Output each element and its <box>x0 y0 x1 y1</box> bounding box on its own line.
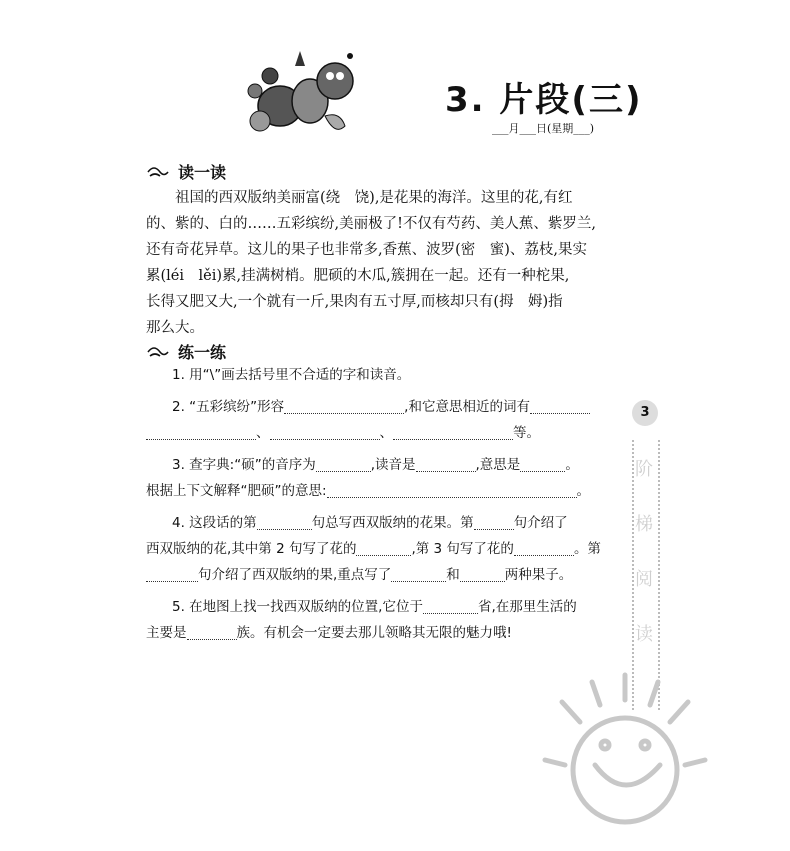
paragraph-line: 那么大。 <box>146 320 204 336</box>
answer-blank[interactable] <box>146 565 198 582</box>
question-2-line-2: 、 、 等。 <box>146 420 621 446</box>
read-section-heading <box>146 160 226 183</box>
page-number: 3 <box>632 400 658 426</box>
smiley-sun-icon <box>540 660 710 840</box>
sidebar-char: 梯 <box>635 514 653 535</box>
question-3-line-2: 根据上下文解释“肥硕”的意思: 。 <box>146 483 591 499</box>
question-2-line-1: 2. “五彩缤纷”形容 ,和它意思相近的词有 <box>146 394 621 420</box>
answer-blank[interactable] <box>460 565 505 582</box>
paragraph-line: 还有奇花异草。这儿的果子也非常多,香蕉、波罗(密 蜜)、荔枝,果实 <box>146 242 588 258</box>
exercise-list <box>146 362 621 646</box>
sidebar-char: 读 <box>635 624 653 645</box>
answer-blank[interactable] <box>391 565 446 582</box>
answer-blank[interactable] <box>146 423 256 440</box>
paragraph-line: 累(léi lěi)累,挂满树梢。肥硕的木瓜,簇拥在一起。还有一种柁果, <box>146 268 570 284</box>
read-heading-text: 读一读 <box>178 163 227 182</box>
answer-blank[interactable] <box>284 397 404 414</box>
question-1: 1. 用“\”画去括号里不合适的字和读音。 <box>172 367 411 383</box>
question-3-line-1: 3. 查字典:“硕”的音序为 ,读音是 ,意思是 。 <box>172 457 579 473</box>
answer-blank[interactable] <box>327 481 577 498</box>
sidebar-char: 阅 <box>635 569 653 590</box>
paragraph-line: 长得又肥又大,一个就有一斤,果肉有五寸厚,而核却只有(拇 姆)指 <box>146 294 563 310</box>
answer-blank[interactable] <box>520 455 565 472</box>
swirl-icon <box>146 344 172 360</box>
answer-blank[interactable] <box>187 623 237 640</box>
question-5-line-1: 5. 在地图上找一找西双版纳的位置,它位于 省,在那里生活的 <box>172 599 577 615</box>
paragraph-line: 的、紫的、白的……五彩缤纷,美丽极了!不仅有芍药、美人蕉、紫罗兰, <box>146 216 597 232</box>
sidebar-char: 阶 <box>635 459 653 480</box>
answer-blank[interactable] <box>514 539 574 556</box>
fruit-illustration <box>240 46 360 141</box>
answer-blank[interactable] <box>416 455 476 472</box>
answer-blank[interactable] <box>393 423 513 440</box>
question-4-line-2: 西双版纳的花,其中第 2 句写了花的 ,第 3 句写了花的 。第 <box>146 541 601 557</box>
swirl-icon <box>146 164 172 180</box>
answer-blank[interactable] <box>356 539 411 556</box>
answer-blank[interactable] <box>316 455 371 472</box>
answer-blank[interactable] <box>474 513 514 530</box>
date-line: ___月___日(星期___) <box>492 122 595 135</box>
practice-section-heading <box>146 340 226 363</box>
question-4-line-3: 句介绍了西双版纳的果,重点写了 和 两种果子。 <box>146 562 621 588</box>
answer-blank[interactable] <box>530 397 590 414</box>
paragraph-line: 祖国的西双版纳美丽富(绕 饶),是花果的海洋。这里的花,有红 <box>175 190 573 206</box>
practice-heading-text: 练一练 <box>178 343 227 362</box>
answer-blank[interactable] <box>423 597 478 614</box>
answer-blank[interactable] <box>257 513 312 530</box>
answer-blank[interactable] <box>270 423 380 440</box>
question-5-line-2: 主要是 族。有机会一定要去那儿领略其无限的魅力哦! <box>146 625 512 641</box>
page-title: 3. 片段(三) <box>445 80 643 120</box>
read-paragraph <box>146 185 646 341</box>
question-4-line-1: 4. 这段话的第 句总写西双版纳的花果。第 句介绍了 <box>172 515 568 531</box>
